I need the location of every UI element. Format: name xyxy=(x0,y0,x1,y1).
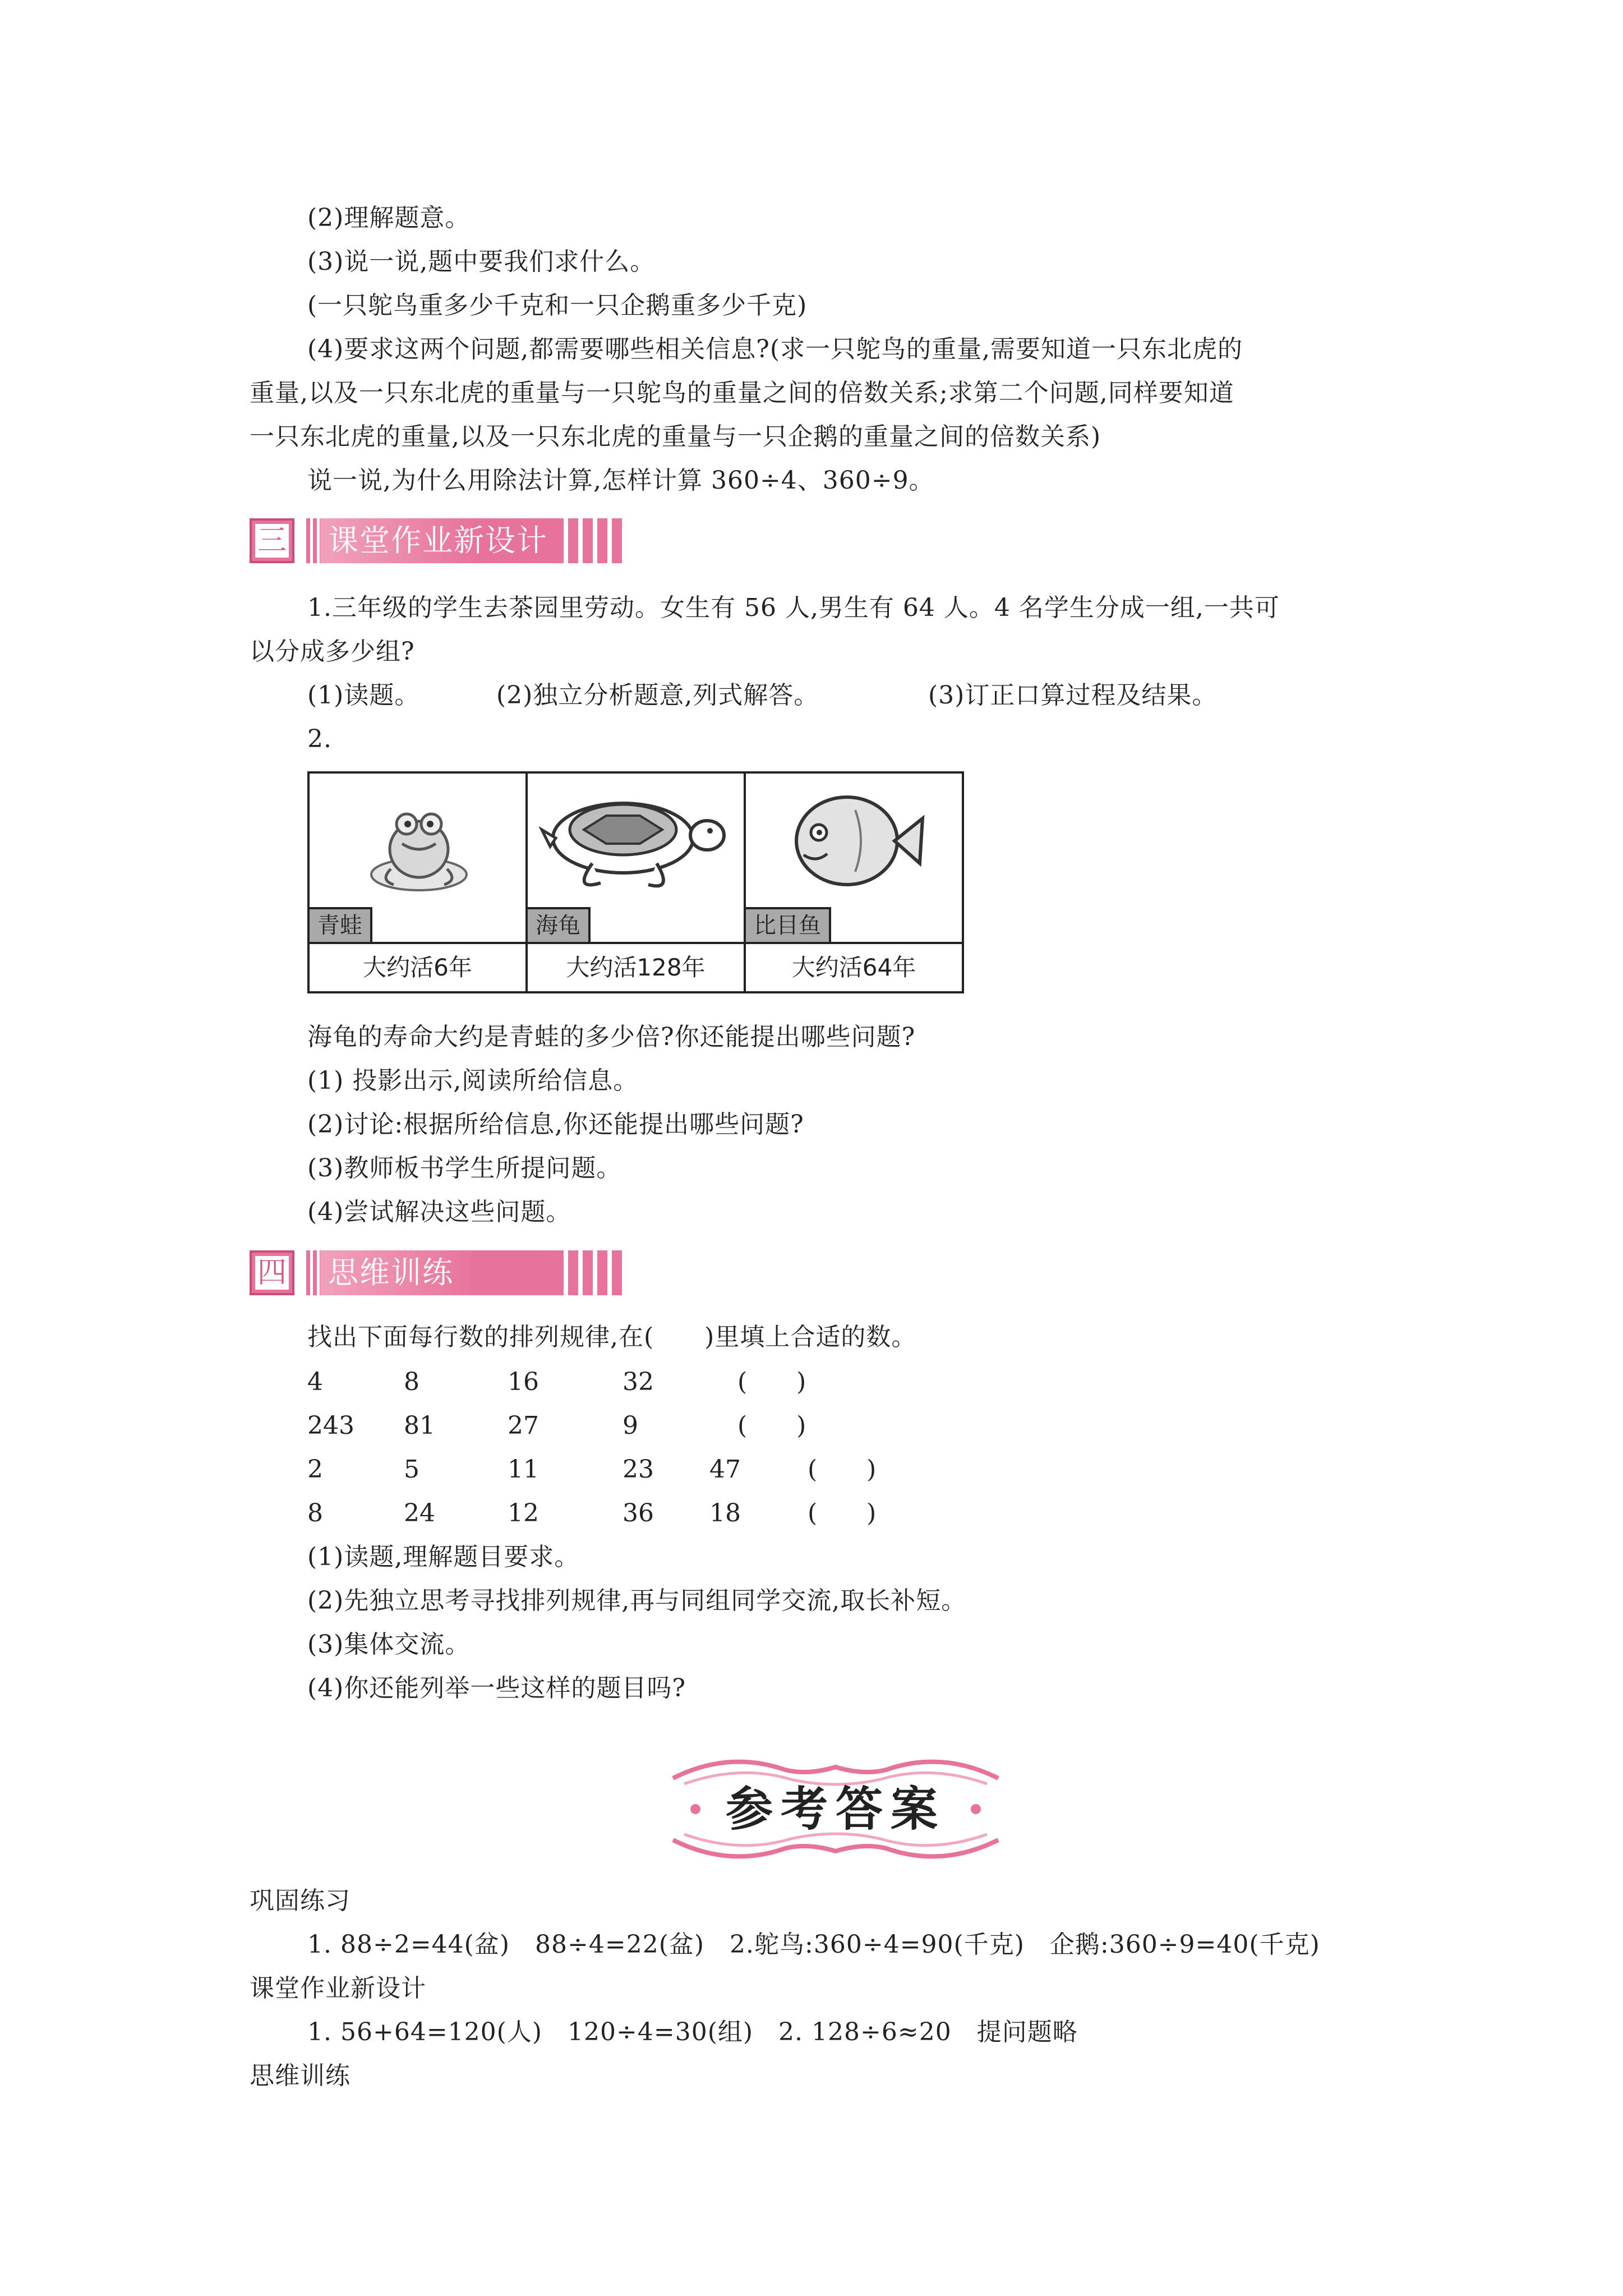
q2-step: (2)讨论:根据所给信息,你还能提出哪些问题? xyxy=(307,1110,804,1139)
sequence-step: (1)读题,理解题目要求。 xyxy=(307,1543,580,1571)
q2-step: (1) 投影出示,阅读所给信息。 xyxy=(307,1066,639,1095)
animal-lifespan: 大约活128年 xyxy=(527,943,745,992)
frog-icon xyxy=(363,785,475,897)
section-banner-3 xyxy=(250,516,625,565)
intro-line: 说一说,为什么用除法计算,怎样计算 360÷4、360÷9。 xyxy=(307,466,934,495)
section-title: 课堂作业新设计 xyxy=(328,523,548,558)
section-number: 四 xyxy=(250,1250,294,1295)
sequence-step: (2)先独立思考寻找排列规律,再与同组同学交流,取长补短。 xyxy=(307,1586,967,1615)
intro-line: (一只鸵鸟重多少千克和一只企鹅重多少千克) xyxy=(307,291,808,320)
question-1-line: 1.三年级的学生去茶园里劳动。女生有 56 人,男生有 64 人。4 名学生分成一组,一共可 xyxy=(307,593,1280,622)
animal-lifespan: 大约活6年 xyxy=(308,943,527,992)
sequence-step: (4)你还能列举一些这样的题目吗? xyxy=(307,1674,686,1703)
intro-line: (3)说一说,题中要我们求什么。 xyxy=(307,247,656,276)
answer-heading: 巩固练习 xyxy=(250,1887,351,1915)
answer-content: 1. 88÷2=44(盆) 88÷4=22(盆) 2.鸵鸟:360÷4=90(千克) 企鹅:360÷9=40(千克) xyxy=(307,1930,1320,1959)
q1-step: (3)订正口算过程及结果。 xyxy=(928,681,1218,710)
answer-title-ornament xyxy=(662,1745,1009,1874)
section-banner-4 xyxy=(250,1248,625,1297)
animal-name-tag: 海龟 xyxy=(528,907,591,942)
intro-line: 一只东北虎的重量,以及一只东北虎的重量与一只企鹅的重量之间的倍数关系) xyxy=(250,422,1101,451)
answer-heading: 课堂作业新设计 xyxy=(250,1974,426,2003)
animal-lifespan: 大约活64年 xyxy=(745,943,963,992)
animal-cell-flatfish xyxy=(745,772,963,943)
animal-name-tag: 青蛙 xyxy=(310,907,372,942)
answer-title: 参考答案 xyxy=(725,1781,946,1837)
q1-step: (2)独立分析题意,列式解答。 xyxy=(496,681,819,710)
animal-lifespan-table xyxy=(307,771,964,993)
animal-cell-frog xyxy=(308,772,527,943)
answer-content: 1. 56+64=120(人) 120÷4=30(组) 2. 128÷6≈20 提问题略 xyxy=(307,2018,1078,2046)
section-number: 三 xyxy=(250,518,294,563)
q2-step: (3)教师板书学生所提问题。 xyxy=(307,1154,622,1182)
q1-step: (1)读题。 xyxy=(307,681,420,710)
turtle-icon xyxy=(539,785,730,897)
animal-name-tag: 比目鱼 xyxy=(746,907,831,942)
page: (2)理解题意。 (3)说一说,题中要我们求什么。 (一只鸵鸟重多少千克和一只企鹅重多少千克) (4)要求这两个问题,都需要哪些相关信息?(求一只鸵鸟的重量,需要知道一只东北虎的 重量,以及一只东北虎的重量与一只鸵鸟的重量之间的倍数关系;求第二个问题,同样要知道 一只东北虎的重量,以及一只东北虎的重量与一只企鹅的重量之间的倍数关系) 说一说,为什么用除法计算,怎样计算 360÷4、360÷9。 三 课堂作业新设计 1.三年级的学生去茶园里劳动。女生有 56 人,男生有 64 人。4 名学生分成一组,一共可 以分成多少组? (1)读题。 (2)独立分析题意,列式解答。 (3)订正口算过程及结果。 2. 青蛙 海龟 比目鱼 大约活6年 大约活128年 大约活64年 海龟的寿命大约是青蛙的多少倍?你还能提出哪些问题? (1) 投影出示,阅读所给信息。 (2)讨论:根据所给信息,你还能提出哪些问题? (3)教师板书学生所提问题。 (4)尝试解决这些问题。 四 思维训练 找出下面每行数的排列规律,在( )里填上合适的数。 4 8 16 32 ( ) 243 81 27 9 ( ) 2 5 11 23 47 ( ) 8 24 12 36 18 ( ) (1)读题,理解题目要求。 (2)先独立思考寻找排列规律,再与同组同学交流,取长补短。 (3)集体交流。 (4)你还能列举一些这样的题目吗? 参考答案 巩固练习 1. 88÷2=44(盆) 88÷4=22(盆) 2.鸵鸟:360÷4=90(千克) 企鹅:360÷9=40(千克) 课堂作业新设计 1. 56+64=120(人) 120÷4=30(组) 2. 128÷6≈20 提问题略 思维训练 xyxy=(0,0,1623,2296)
intro-line: (4)要求这两个问题,都需要哪些相关信息?(求一只鸵鸟的重量,需要知道一只东北虎的 xyxy=(307,335,1243,364)
section-title: 思维训练 xyxy=(328,1255,454,1290)
q2-step: (4)尝试解决这些问题。 xyxy=(307,1198,571,1226)
question-1-line: 以分成多少组? xyxy=(250,637,415,666)
question-2-label: 2. xyxy=(307,725,332,753)
intro-line: 重量,以及一只东北虎的重量与一只鸵鸟的重量之间的倍数关系;求第二个问题,同样要知道 xyxy=(250,379,1234,407)
answer-heading: 思维训练 xyxy=(250,2062,351,2090)
sequence-step: (3)集体交流。 xyxy=(307,1630,471,1659)
intro-line: (2)理解题意。 xyxy=(307,204,471,232)
animal-cell-turtle xyxy=(527,772,745,943)
sequence-prompt: 找出下面每行数的排列规律,在( )里填上合适的数。 xyxy=(307,1323,917,1351)
flatfish-icon xyxy=(782,788,928,900)
question-2-text: 海龟的寿命大约是青蛙的多少倍?你还能提出哪些问题? xyxy=(307,1023,916,1051)
